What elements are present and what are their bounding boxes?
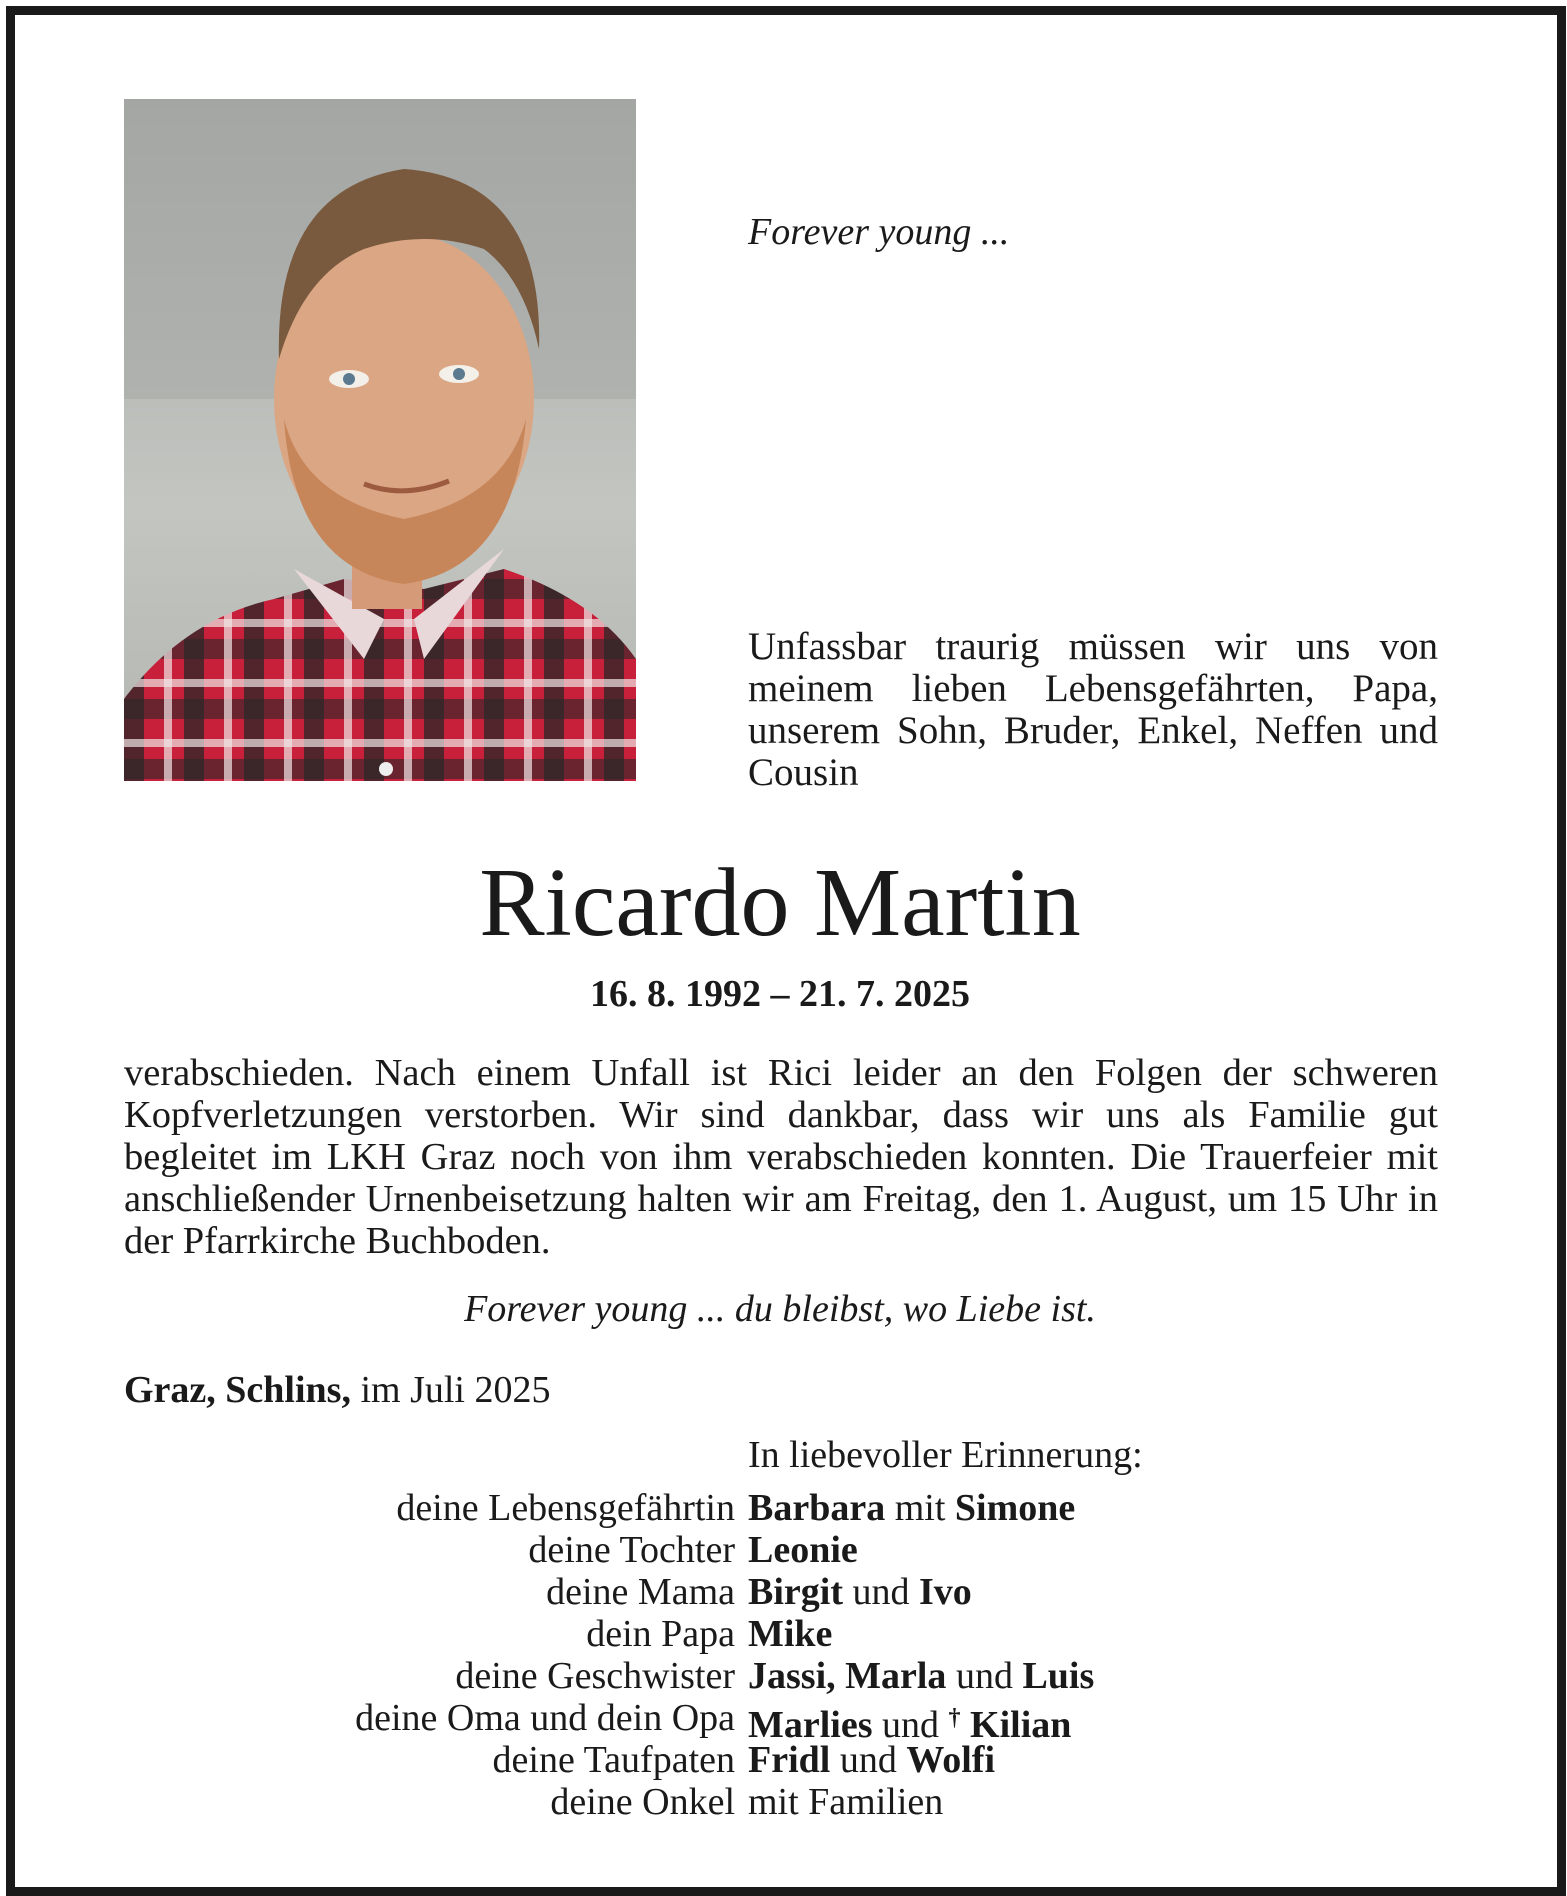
mourner-name-part: Wolfi (906, 1739, 996, 1781)
mourner-name-part: und (872, 1704, 949, 1746)
mourner-name-part: und (946, 1655, 1023, 1697)
mourner-name-part: und (830, 1739, 907, 1781)
relation-label: deine Tochter (528, 1529, 735, 1571)
mourner-name-part: und (842, 1571, 919, 1613)
memory-heading: In liebevoller Erinnerung: (748, 1434, 1143, 1476)
mourner-name-part: Birgit (748, 1571, 843, 1613)
relation-label: deine Lebensgefährtin (396, 1487, 735, 1529)
mourner-name-part: Luis (1022, 1655, 1095, 1697)
relation-label: dein Papa (586, 1613, 735, 1655)
intro-text: Unfassbar traurig müssen wir uns von meinem lieben Lebensgefährten, Papa, unserem Sohn, Bruder, Enkel, Neffen und Cousin (748, 625, 1438, 794)
mourners-column (748, 1487, 1094, 1823)
relation-label: deine Onkel (550, 1781, 735, 1823)
mourner-names (748, 1571, 1094, 1613)
relation-label: deine Taufpaten (492, 1739, 735, 1781)
mourner-name-part: Marlies (748, 1704, 873, 1746)
mourner-name-part: Barbara (748, 1487, 886, 1529)
relation-label: deine Geschwister (455, 1655, 735, 1697)
motto-bottom: Forever young ... du bleibst, wo Liebe ist. (464, 1288, 1096, 1330)
mourner-name-part: Fridl (748, 1739, 831, 1781)
relations-column (355, 1487, 735, 1823)
place-and-date (124, 1368, 551, 1412)
mourner-name-part: Kilian (960, 1704, 1072, 1746)
mourner-names (748, 1487, 1094, 1529)
place-cities: Graz, Schlins, (124, 1369, 351, 1411)
mourner-name-part: Leonie (748, 1529, 858, 1571)
deceased-name: Ricardo Martin (479, 849, 1081, 957)
life-dates: 16. 8. 1992 – 21. 7. 2025 (590, 973, 970, 1015)
relation-label: deine Mama (546, 1571, 735, 1613)
portrait-illustration (124, 99, 636, 781)
mourner-names (748, 1697, 1094, 1746)
mourner-names (748, 1529, 1094, 1571)
deceased-cross: † (948, 1705, 961, 1731)
mourner-name-part: Mike (748, 1613, 833, 1655)
mourner-name-part: mit Familien (748, 1781, 944, 1823)
mourner-name-part: Simone (954, 1487, 1076, 1529)
place-date: im Juli 2025 (360, 1369, 551, 1411)
mourner-name-part: mit (885, 1487, 955, 1529)
mourner-name-part: Ivo (918, 1571, 972, 1613)
obituary-body: verabschieden. Nach einem Unfall ist Rici leider an den Folgen der schweren Kopfverletzungen verstorben. Wir sind dankbar, dass wir uns als Familie gut begleitet im LKH Graz noch von ihm verabschieden konnten. Die Trauerfeier mit anschließender Urnenbeisetzung halten wir am Freitag, den 1. August, um 15 Uhr in der Pfarrkirche Buchboden. (124, 1052, 1438, 1262)
portrait-photo (124, 99, 636, 781)
motto-top: Forever young ... (748, 211, 1010, 253)
mourner-names (748, 1655, 1094, 1697)
mourner-names (748, 1613, 1094, 1655)
mourner-name-part: Jassi, Marla (748, 1655, 947, 1697)
relation-label: deine Oma und dein Opa (355, 1697, 735, 1739)
mourner-names (748, 1781, 1094, 1823)
